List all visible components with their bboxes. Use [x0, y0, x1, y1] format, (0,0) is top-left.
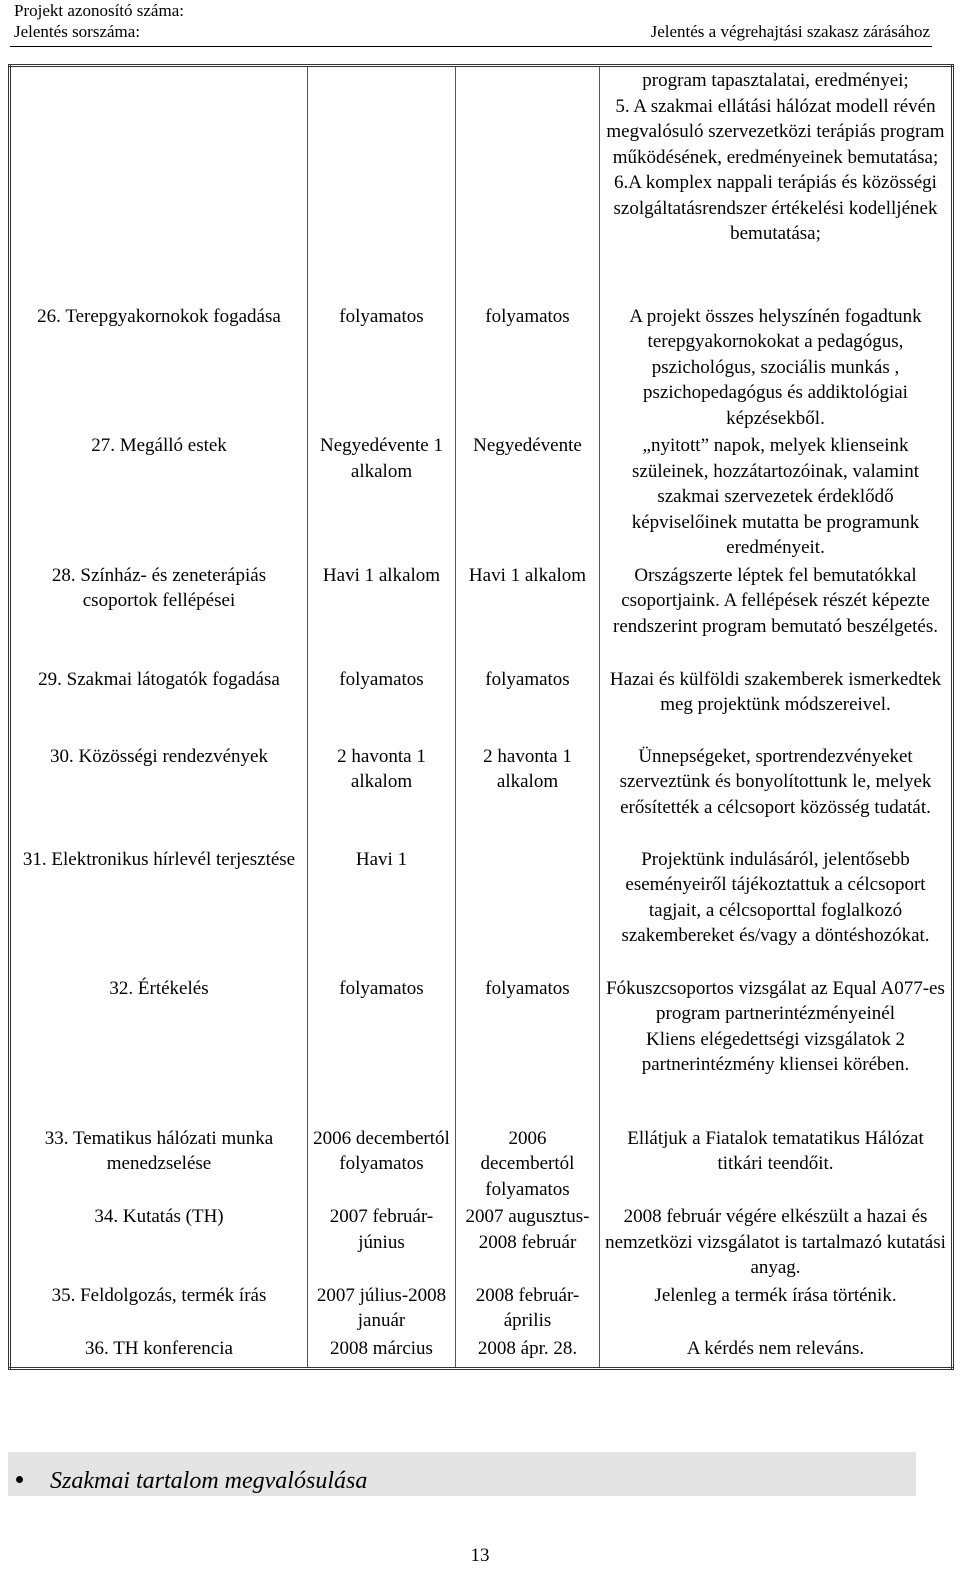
result-cell: Jelenleg a termék írása történik. — [654, 1284, 897, 1306]
actual-timing-cell: 2008 február-április — [456, 1282, 600, 1335]
result-cell: Ellátjuk a Fiatalok tematatikus Hálózat titkári teendőit. — [627, 1127, 924, 1174]
result-cell: Projektünk indulásáról, jelentősebb eseményeiről tájékoztattuk a célcsoport tagjait, a célcsoporttal foglalkozó szakembereket és/vagy a döntéshozókat. — [621, 848, 930, 946]
actual-timing-cell: Negyedévente — [456, 432, 600, 562]
table-row — [10, 846, 953, 975]
planned-timing-cell: 2006 decembertól folyamatos — [308, 1125, 456, 1204]
activity-cell: 28. Színház- és zeneterápiás csoportok fellépései — [10, 562, 308, 666]
table-row — [10, 1282, 953, 1335]
planned-timing-cell: folyamatos — [308, 975, 456, 1125]
table-row — [10, 1203, 953, 1282]
activities-table — [8, 64, 954, 1370]
table-row — [10, 66, 953, 303]
table-row — [10, 432, 953, 562]
table-row — [10, 1125, 953, 1204]
result-cell: „nyitott” napok, melyek klienseink szüleinek, hozzátartozóinak, valamint szakmai szervezetek érdeklődő képviselőinek mutatta be programunk eredményeit. — [631, 435, 920, 558]
actual-timing-cell: folyamatos — [456, 975, 600, 1125]
bullet-icon — [16, 1476, 23, 1483]
table-row — [10, 975, 953, 1125]
result-cell: Hazai és külföldi szakemberek ismerkedtek meg projektünk módszereivel. — [609, 668, 942, 715]
activity-cell: 31. Elektronikus hírlevél terjesztése — [10, 846, 308, 975]
activity-cell: 33. Tematikus hálózati munka menedzselése — [10, 1125, 308, 1204]
activity-cell: 32. Értékelés — [10, 975, 308, 1125]
result-cell: 2008 február végére elkészült a hazai és nemzetközi vizsgálatot is tartalmazó kutatási anyag. — [605, 1206, 946, 1278]
table-row — [10, 1335, 953, 1369]
activity-cell — [10, 66, 308, 303]
planned-timing-cell: Negyedévente 1 alkalom — [308, 432, 456, 562]
planned-timing-cell: 2008 március — [308, 1335, 456, 1369]
planned-timing-cell — [308, 66, 456, 303]
actual-timing-cell: 2006 decembertól folyamatos — [456, 1125, 600, 1204]
activity-cell: 30. Közösségi rendezvények — [10, 743, 308, 846]
result-cell: Ünnepségeket, sportrendezvényeket szerveztünk és bonyolítottunk le, melyek erősítették a célcsoport közösség tudatát. — [619, 745, 932, 818]
header-divider — [10, 46, 932, 47]
result-cell: A kérdés nem releváns. — [686, 1337, 865, 1359]
activity-cell: 35. Feldolgozás, termék írás — [10, 1282, 308, 1335]
actual-timing-cell: 2008 ápr. 28. — [456, 1335, 600, 1369]
activity-cell: 34. Kutatás (TH) — [10, 1203, 308, 1282]
planned-timing-cell: 2007 július-2008 január — [308, 1282, 456, 1335]
project-id-label: Projekt azonosító száma: — [14, 1, 184, 20]
table-row — [10, 666, 953, 743]
planned-timing-cell: folyamatos — [308, 666, 456, 743]
planned-timing-cell: 2007 február-június — [308, 1203, 456, 1282]
section-title: Szakmai tartalom megvalósulása — [50, 1468, 368, 1494]
table-row — [10, 562, 953, 666]
result-cell: A projekt összes helyszínén fogadtunk terepgyakornokokat a pedagógus, pszichológus, szociális munkás , pszichopedagógus és addiktológiai képzésekből. — [629, 305, 922, 429]
result-cell: Országszerte léptek fel bemutatókkal csoportjaink. A fellépések részét képezte rendszerint program bemutató beszélgetés. — [613, 564, 938, 637]
actual-timing-cell: 2 havonta 1 alkalom — [456, 743, 600, 846]
result-cell: Fókuszcsoportos vizsgálat az Equal A077-es program partnerintézményeinél Kliens elégedettségi vizsgálatok 2 partnerintézmény kliensei körében. — [606, 977, 945, 1075]
result-cell: program tapasztalatai, eredményei; 5. A szakmai ellátási hálózat modell révén megvalósuló szervezetközi terápiás program működésének, eredményeinek bemutatása; 6.A komplex nappali terápiás és közösségi szolgáltatásrendszer értékelési kodelljének bemutatása; — [606, 70, 945, 244]
actual-timing-cell: 2007 augusztus-2008 február — [456, 1203, 600, 1282]
report-title: Jelentés a végrehajtási szakasz zárásához — [650, 22, 930, 41]
planned-timing-cell: folyamatos — [308, 303, 456, 433]
actual-timing-cell — [456, 846, 600, 975]
planned-timing-cell: 2 havonta 1 alkalom — [308, 743, 456, 846]
activity-cell: 26. Terepgyakornokok fogadása — [10, 303, 308, 433]
page-header — [14, 0, 930, 42]
table-row — [10, 743, 953, 846]
actual-timing-cell: folyamatos — [456, 303, 600, 433]
actual-timing-cell: Havi 1 alkalom — [456, 562, 600, 666]
actual-timing-cell — [456, 66, 600, 303]
page-number: 13 — [470, 1545, 490, 1566]
planned-timing-cell: Havi 1 — [308, 846, 456, 975]
actual-timing-cell: folyamatos — [456, 666, 600, 743]
activity-cell: 36. TH konferencia — [10, 1335, 308, 1369]
report-number-label: Jelentés sorszáma: — [14, 22, 141, 41]
activity-cell: 29. Szakmai látogatók fogadása — [10, 666, 308, 743]
table-row — [10, 303, 953, 433]
activity-cell: 27. Megálló estek — [10, 432, 308, 562]
planned-timing-cell: Havi 1 alkalom — [308, 562, 456, 666]
